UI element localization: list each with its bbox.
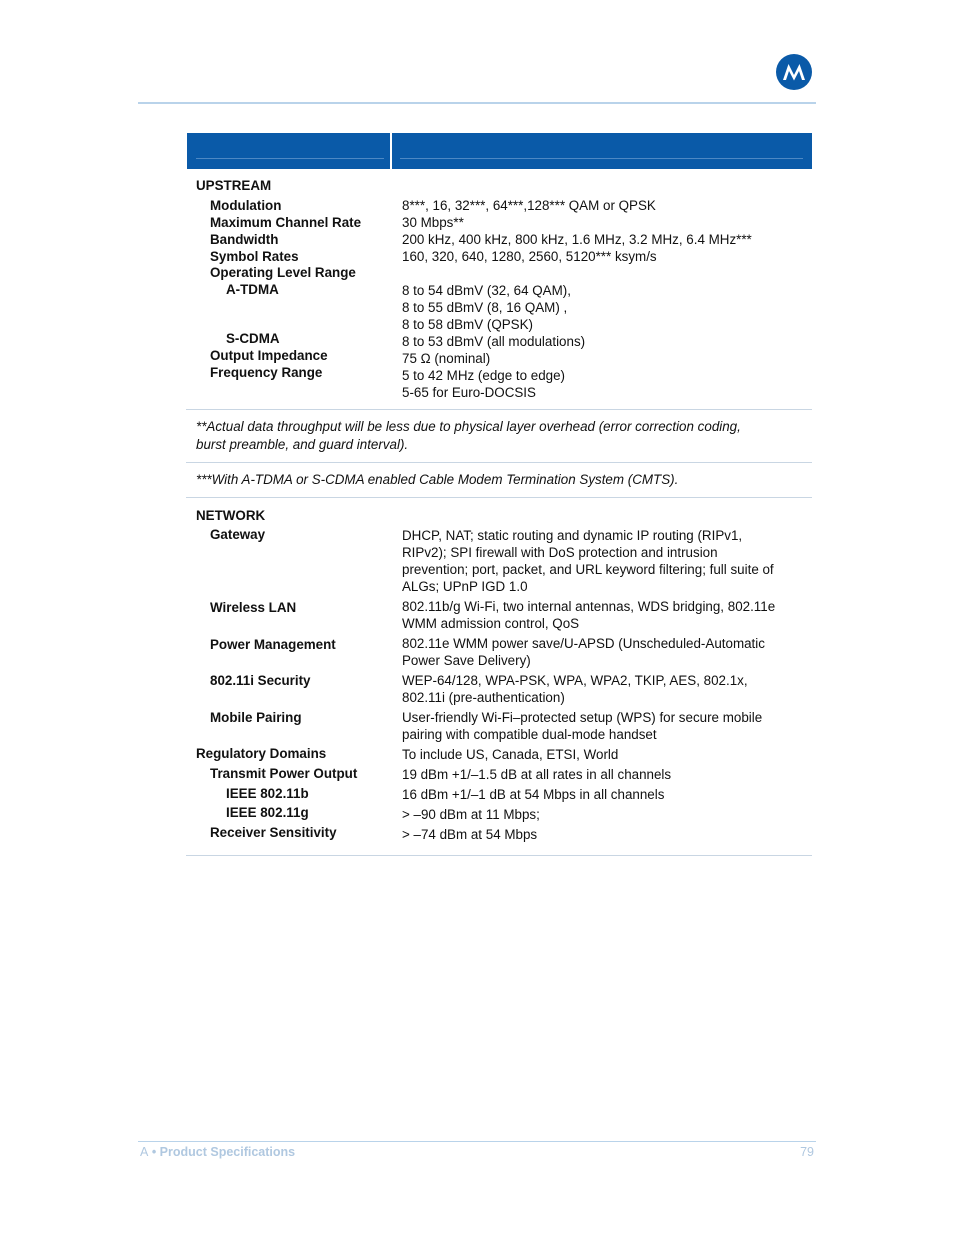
spec-label: Symbol Rates (210, 249, 299, 264)
header-underline-right (400, 158, 803, 159)
spec-value: 5-65 for Euro-DOCSIS (402, 385, 536, 400)
spec-value: WMM admission control, QoS (402, 616, 580, 631)
spec-value: 16 dBm +1/–1 dB at 54 Mbps in all channels (402, 787, 665, 802)
spec-value: 160, 320, 640, 1280, 2560, 5120*** ksym/s (402, 249, 657, 264)
spec-label: Bandwidth (210, 232, 279, 247)
section-title-network: NETWORK (196, 508, 266, 523)
spec-sublabel: A-TDMA (226, 282, 279, 297)
spec-value: 19 dBm +1/–1.5 dB at all rates in all channels (402, 767, 672, 782)
spec-label: Power Management (210, 637, 336, 652)
spec-value: 8 to 58 dBmV (QPSK) (402, 317, 533, 332)
spec-value: 75 Ω (nominal) (402, 351, 491, 366)
spec-label: Wireless LAN (210, 600, 297, 615)
spec-sublabel: IEEE 802.11g (226, 805, 309, 820)
spec-value: 802.11i (pre-authentication) (402, 690, 565, 705)
header-rule (138, 102, 816, 104)
spec-value: 8 to 55 dBmV (8, 16 QAM) , (402, 300, 568, 315)
row-divider (186, 409, 812, 410)
motorola-batwing-icon (776, 54, 812, 90)
header-underline-left (196, 158, 384, 159)
footer-rule (138, 1141, 816, 1142)
spec-value: WEP-64/128, WPA-PSK, WPA, WPA2, TKIP, AES, 802.1x, (402, 673, 748, 688)
spec-value: pairing with compatible dual-mode handset (402, 727, 657, 742)
page-number: 79 (800, 1145, 814, 1159)
spec-value: RIPv2); SPI firewall with DoS protection and intrusion (402, 545, 718, 560)
spec-value: 802.11e WMM power save/U-APSD (Unscheduled-Automatic (402, 636, 765, 651)
spec-label: Frequency Range (210, 365, 323, 380)
spec-value: > –90 dBm at 11 Mbps; (402, 807, 540, 822)
spec-value: prevention; port, packet, and URL keyword filtering; full suite of (402, 562, 774, 577)
table-header-bar (187, 133, 812, 169)
spec-value: Power Save Delivery) (402, 653, 531, 668)
spec-value: DHCP, NAT; static routing and dynamic IP routing (RIPv1, (402, 528, 743, 543)
motorola-logo-icon (776, 54, 812, 90)
spec-value: ALGs; UPnP IGD 1.0 (402, 579, 528, 594)
header-column-divider (390, 133, 392, 169)
spec-value: 8***, 16, 32***, 64***,128*** QAM or QPSK (402, 198, 656, 213)
spec-value: > –74 dBm at 54 Mbps (402, 827, 538, 842)
row-divider (186, 497, 812, 498)
footer-title: Product Specifications (159, 1145, 296, 1159)
spec-value: 5 to 42 MHz (edge to edge) (402, 368, 566, 383)
spec-value: User-friendly Wi-Fi–protected setup (WPS) for secure mobile (402, 710, 763, 725)
spec-label: Modulation (210, 198, 282, 213)
spec-label: Output Impedance (210, 348, 328, 363)
spec-sublabel: IEEE 802.11b (226, 786, 309, 801)
spec-label: Regulatory Domains (196, 746, 327, 761)
footnote-text: ***With A-TDMA or S-CDMA enabled Cable Modem Termination System (CMTS). (196, 472, 679, 487)
spec-label: Mobile Pairing (210, 710, 302, 725)
footer-bullet: • (148, 1145, 160, 1159)
spec-label: Gateway (210, 527, 266, 542)
footer-section-title (140, 1145, 295, 1159)
spec-label: Receiver Sensitivity (210, 825, 337, 840)
spec-label: Transmit Power Output (210, 766, 358, 781)
spec-value: 30 Mbps** (402, 215, 464, 230)
footnote-text: **Actual data throughput will be less due to physical layer overhead (error correction coding, (196, 419, 741, 434)
spec-value: 8 to 53 dBmV (all modulations) (402, 334, 586, 349)
spec-value: 802.11b/g Wi-Fi, two internal antennas, WDS bridging, 802.11e (402, 599, 776, 614)
spec-value: To include US, Canada, ETSI, World (402, 747, 619, 762)
spec-label: Maximum Channel Rate (210, 215, 362, 230)
spec-value: 8 to 54 dBmV (32, 64 QAM), (402, 283, 571, 298)
section-title-upstream: UPSTREAM (196, 178, 272, 193)
footnote-text: burst preamble, and guard interval). (196, 437, 409, 452)
spec-label: Operating Level Range (210, 265, 356, 280)
row-divider (186, 855, 812, 856)
spec-value: 200 kHz, 400 kHz, 800 kHz, 1.6 MHz, 3.2 MHz, 6.4 MHz*** (402, 232, 752, 247)
spec-sublabel: S-CDMA (226, 331, 280, 346)
row-divider (186, 462, 812, 463)
footer-appendix: A (140, 1145, 149, 1159)
spec-label: 802.11i Security (210, 673, 311, 688)
